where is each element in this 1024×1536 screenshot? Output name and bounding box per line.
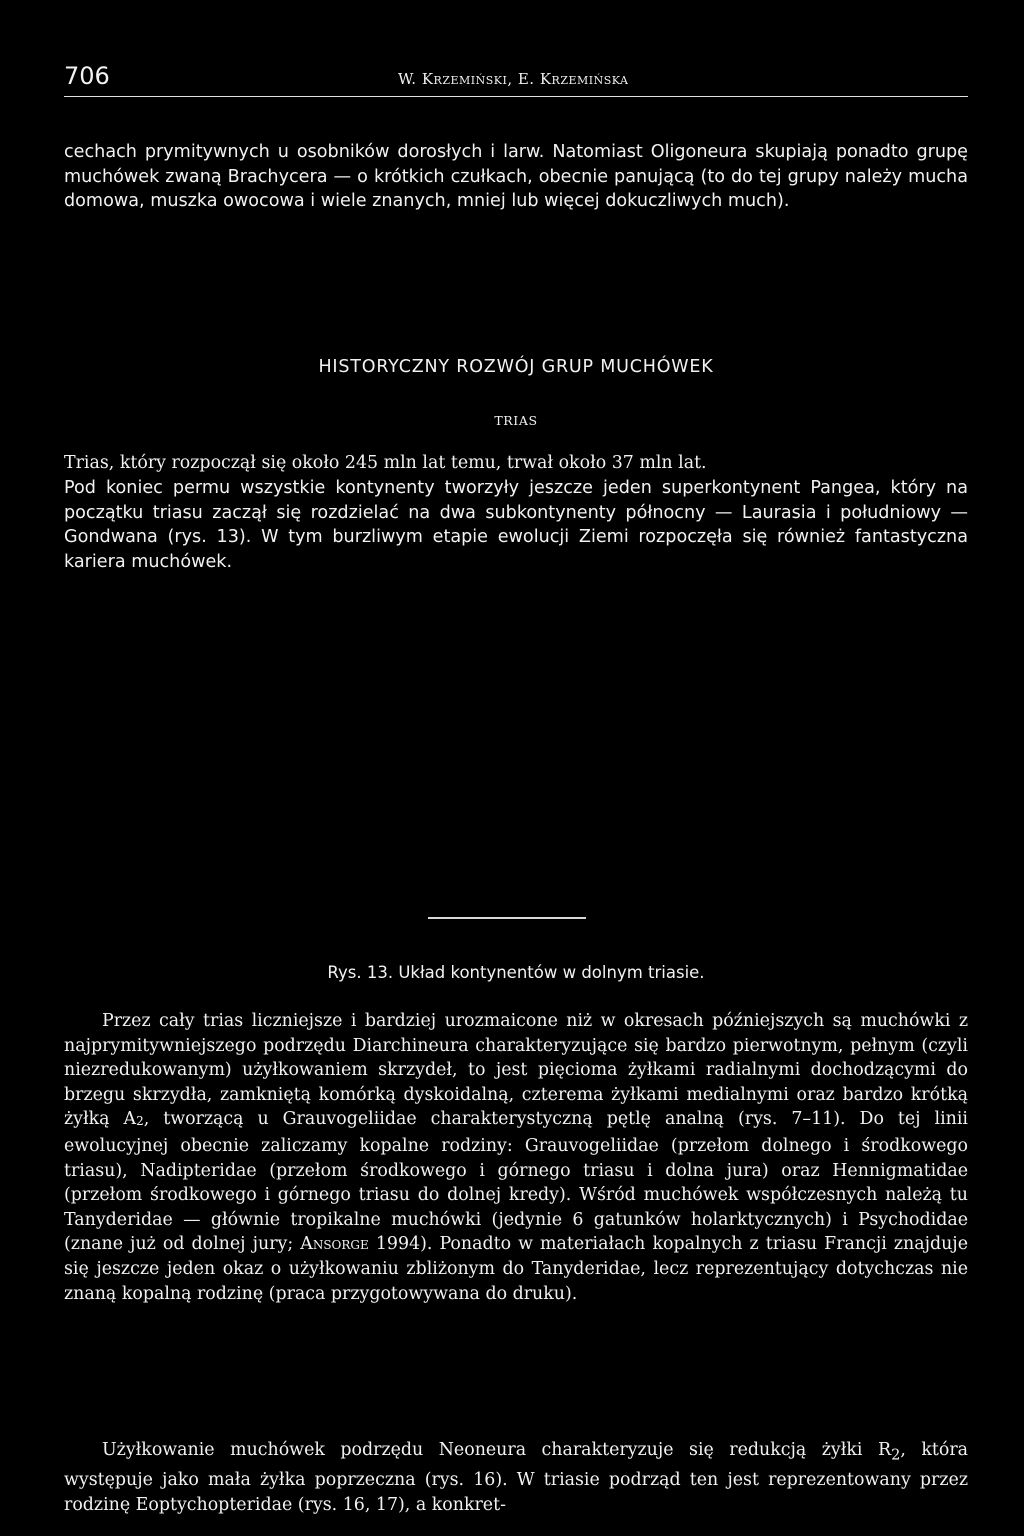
paragraph-neoneura: [64, 1438, 968, 1517]
section-heading: HISTORYCZNY ROZWÓJ GRUP MUCHÓWEK: [318, 357, 714, 377]
figure-13-map: [64, 594, 968, 944]
paragraph-neoneura-text-1: Użyłkowanie muchówek podrzędu Neoneura charakteryzuje się redukcją żyłki R: [102, 1440, 892, 1460]
figure-scale-line: [428, 917, 586, 919]
paragraph-neoneura-text-2: , która występuje jako mała żyłka poprzeczna (rys. 16). W triasie podrząd ten jest reprezentowany przez rodzinę Eoptychopteridae (rys. 16, 17), a konkret-: [64, 1440, 969, 1515]
paragraph-diarchineura-text-3: 1994). Ponadto w materiałach kopalnych z triasu Francji znajduje się jeszcze jeden okaz o użyłkowaniu zbliżonym do Tanyderidae, lecz reprezentujący dotychczas nie znaną kopalną rodzinę (praca przygotowywana do druku).: [64, 1234, 968, 1304]
paragraph-trias-first-line: Trias, który rozpoczął się około 245 mln lat temu, trwał około 37 mln lat.: [64, 453, 707, 473]
document-page: [64, 60, 969, 1515]
running-head-authors: W. Krzemiński, E. Krzemińska: [398, 70, 629, 88]
citation-author: Ansorge: [300, 1234, 369, 1255]
paragraph-diarchineura-text-2: , tworzącą u Grauvogeliidae charakterystyczną pętlę analną (rys. 7–11). Do tej linii ewolucyjnej obecnie zaliczamy kopalne rodziny: Grauvogeliidae (przełom dolnego i środkowego triasu), Nadipteridae (przełom środkowego i górnego triasu i dolna jura) oraz Hennigmatidae (przełom środkowego i górnego triasu do dolnej kredy). Wśród muchówek współczesnych należą tu Tanyderidae — głównie tropikalne muchówki (jedynie 6 gatunków holarktycznych) i Psychodidae (znane już od dolnej jury;: [64, 1109, 968, 1255]
page-number: 706: [64, 62, 110, 90]
subscript-r2: 2: [891, 1447, 901, 1464]
subscript-a2: 2: [136, 1114, 144, 1129]
paragraph-trias-body: Pod koniec permu wszystkie kontynenty tworzyły jeszcze jeden superkontynent Pangea, który na początku triasu zaczął się rozdzielać na dwa subkontynenty północny — Laurasia i południowy — Gondwana (rys. 13). W tym burzliwym etapie ewolucji Ziemi rozpoczęła się również fantastyczna kariera muchówek.: [64, 478, 968, 572]
paragraph-diarchineura: [64, 1009, 968, 1306]
paragraph-diarchineura-text-1: Przez cały trias liczniejsze i bardziej urozmaicone niż w okresach późniejszych są muchówki z najprymitywniejszego podrzędu Diarchineura charakteryzujące się bardzo pierwotnym, pełnym (czyli niezredukowanym) użyłkowaniem skrzydeł, to jest pięcioma żyłkami radialnymi dochodzącymi do brzegu skrzydła, zamkniętą komórką dyskoidalną, czterema żyłkami medialnymi oraz bardzo krótką żyłką A: [64, 1011, 968, 1130]
page-header: [64, 60, 968, 97]
figure-caption: Rys. 13. Układ kontynentów w dolnym triasie.: [327, 963, 705, 982]
paragraph-intro: cechach prymitywnych u osobników dorosłych i larw. Natomiast Oligoneura skupiają ponadto grupę muchówek zwaną Brachycera — o krótkich czułkach, obecnie panującą (to do tej grupy należy mucha domowa, muszka owocowa i wiele znanych, mniej lub więcej dokuczliwych much).: [64, 142, 968, 212]
subsection-heading: TRIAS: [494, 413, 538, 428]
